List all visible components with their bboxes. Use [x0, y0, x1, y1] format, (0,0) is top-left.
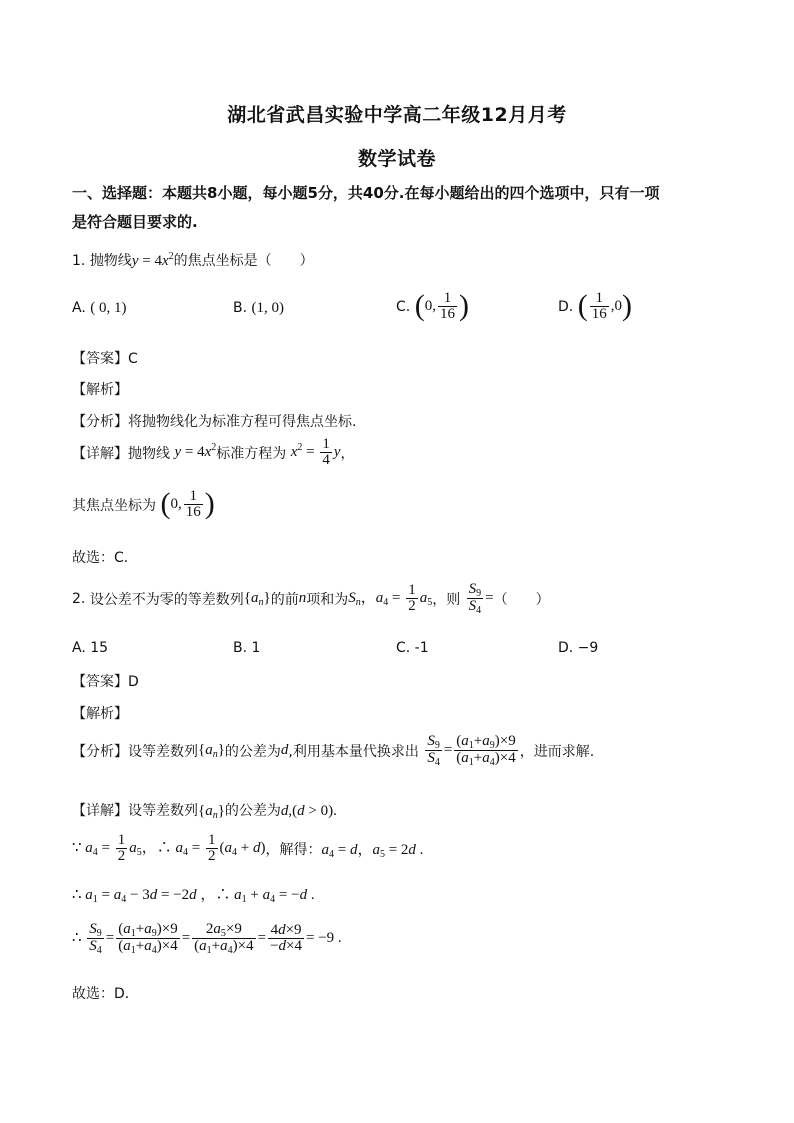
section-heading-line1: 一、选择题：本题共8小题，每小题5分，共40分.在每小题给出的四个选项中，只有一项: [72, 184, 660, 202]
section-heading-line2: 是符合题目要求的.: [72, 213, 198, 231]
question-1-stem-post: 的焦点坐标是（ ）: [173, 253, 314, 269]
exam-title: 湖北省武昌实验中学高二年级12月月考: [227, 104, 567, 126]
question-1-detail: 【详解】抛物线 $y = 4x^2$标准方程为 $x^2$ = $\frac{1}{4}$ y，: [72, 436, 355, 468]
question-2-option-a[interactable]: A. 15: [72, 640, 109, 656]
question-2-fenxi: 【分析】设等差数列$\{a_n\}$的公差为d,利用基本量代换求出 $\frac{S_9}{S_4}$ = $\frac{(a_1+a_9)\times 9}{(a_1+a_4)\times 4}$ ，进而求解.: [72, 733, 595, 768]
question-1-focus: 其焦点坐标为 (0, $\frac{1}{16}$ ): [72, 486, 215, 520]
question-1-answer: 【答案】C: [72, 351, 138, 367]
question-2-option-b[interactable]: B. 1: [233, 640, 261, 656]
question-2-analysis-label: 【解析】: [72, 706, 128, 722]
question-2-step-1: ∵ $a_4$ = $\frac{1}{2}$ $a_5$，∴ $a_4$ = $\frac{1}{2}$ $(a_4 + d)$，解得：$a_4 = d$，$a_5 = 2d$ .: [72, 832, 424, 864]
question-1-option-b[interactable]: B. (1, 0): [233, 300, 285, 316]
question-2-step-2: ∴ $a_1 = a_4 - 3d = -2d$ ，∴ $a_1 + a_4 = -d$ .: [72, 887, 315, 905]
question-1-analysis-label: 【解析】: [72, 382, 128, 398]
question-2-stem: 2. 设公差不为零的等差数列$\{a_n\}$的前n项和为$S_n$，$a_4$ = $\frac{1}{2}$ $a_5$，则 $\frac{S_9}{S_4}$ =（ ）: [72, 581, 550, 616]
question-2-step-3: ∴ $\frac{S_9}{S_4}$ = $\frac{(a_1+a_9)\times 9}{(a_1+a_4)\times 4}$ = $\frac{2a_5\times 9}{(a_1+a_4)\times 4}$ = $\frac{4d\times 9}{-d\times 4}$ = −9 .: [72, 921, 342, 956]
question-2-conclusion: 故选：D．: [72, 986, 139, 1002]
question-2-answer: 【答案】D: [72, 674, 139, 690]
question-2-option-d[interactable]: D. −9: [558, 640, 599, 656]
question-1-option-c[interactable]: C. (0, $\frac{1}{16}$ ): [396, 288, 469, 322]
question-1-equation: $y = 4x^2$: [131, 251, 174, 269]
question-1-conclusion: 故选：C.: [72, 550, 129, 566]
question-1-option-a[interactable]: A. ( 0, 1): [72, 300, 127, 316]
question-1-stem: [72, 250, 314, 270]
question-2-option-c[interactable]: C. -1: [396, 640, 429, 656]
question-1-stem-pre: 抛物线: [89, 253, 132, 269]
question-2-detail: 【详解】设等差数列$\{a_n\}$的公差为d,(d > 0).: [72, 803, 337, 821]
question-1-number: 1.: [72, 253, 86, 269]
question-1-fenxi: 【分析】将抛物线化为标准方程可得焦点坐标.: [72, 414, 357, 430]
question-1-option-d[interactable]: D. ( $\frac{1}{16}$ ,0): [558, 288, 632, 322]
exam-subtitle: 数学试卷: [357, 148, 436, 170]
